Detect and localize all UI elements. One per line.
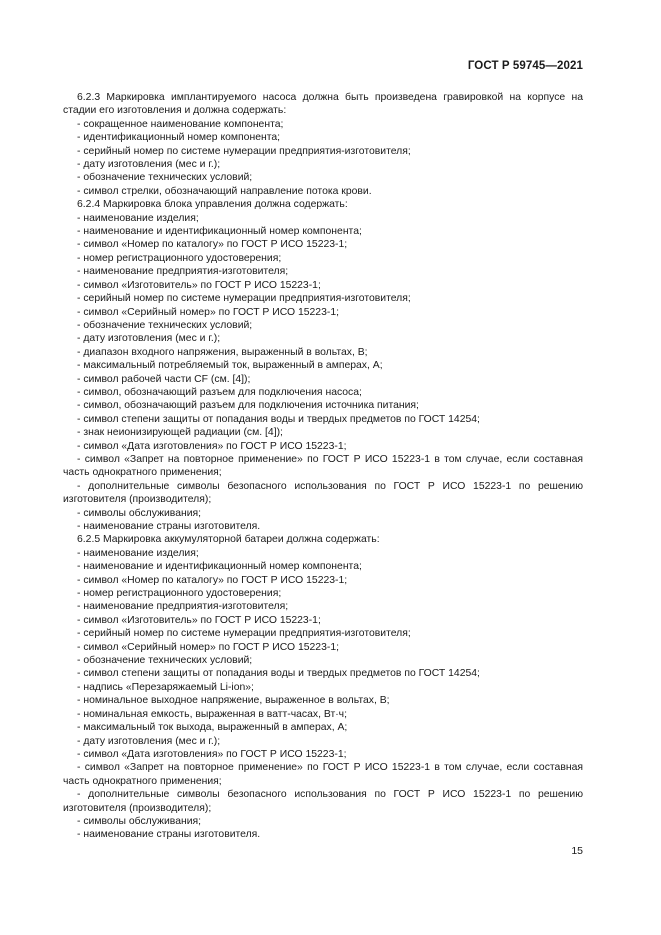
list-item: - символ рабочей части CF (см. [4]); (77, 373, 251, 385)
list-item: - наименование и идентификационный номер компонента; (77, 226, 362, 238)
list-item: - наименование изделия; (77, 212, 199, 224)
list-item: - дату изготовления (мес и г.); (77, 333, 221, 345)
section-6-2-3-intro: 6.2.3 Маркировка имплантируемого насоса должна быть произведена гравировкой на корпусе на стадии его изготовления и должна содержать: (63, 92, 583, 117)
standard-code-header: ГОСТ Р 59745—2021 (467, 60, 583, 72)
list-item: - символ степени защиты от попадания воды и твердых предметов по ГОСТ 14254; (77, 413, 480, 425)
list-item: - максимальный потребляемый ток, выраженный в амперах, А; (77, 360, 383, 372)
list-item: - диапазон входного напряжения, выраженный в вольтах, В; (77, 346, 368, 358)
list-item: - символ «Запрет на повторное применение» по ГОСТ Р ИСО 15223-1 в том случае, если составная часть однократного применения; (63, 453, 583, 479)
list-item: - символ «Номер по каталогу» по ГОСТ Р ИСО 15223-1; (77, 239, 348, 251)
list-item: - символы обслуживания; (77, 815, 202, 827)
list-item: - номинальное выходное напряжение, выраженное в вольтах, В; (77, 695, 390, 707)
list-item: - дату изготовления (мес и г.); (77, 735, 221, 747)
document-body (63, 91, 583, 842)
list-item: - символ «Изготовитель» по ГОСТ Р ИСО 15223-1; (77, 279, 321, 291)
list-item: - символ степени защиты от попадания воды и твердых предметов по ГОСТ 14254; (77, 668, 480, 680)
section-6-2-5-intro: 6.2.5 Маркировка аккумуляторной батареи должна содержать: (77, 534, 380, 546)
list-item: - символ «Серийный номер» по ГОСТ Р ИСО 15223-1; (77, 641, 339, 653)
list-item: - идентификационный номер компонента; (77, 132, 281, 144)
list-item: - наименование страны изготовителя. (77, 521, 261, 532)
list-item: - символ «Дата изготовления» по ГОСТ Р ИСО 15223-1; (77, 440, 347, 452)
list-item: - наименование и идентификационный номер компонента; (77, 561, 362, 573)
list-item: - дополнительные символы безопасного использования по ГОСТ Р ИСО 15223-1 по решению изготовителя (производителя); (63, 480, 583, 506)
list-item: - номер регистрационного удостоверения; (77, 588, 282, 600)
page-number: 15 (571, 845, 583, 857)
list-item: - обозначение технических условий; (77, 319, 253, 331)
list-item: - символ, обозначающий разъем для подключения источника питания; (77, 400, 419, 412)
list-item: - символ, обозначающий разъем для подключения насоса; (77, 386, 362, 398)
list-item: - дату изготовления (мес и г.); (77, 159, 221, 171)
list-item: - наименование предприятия-изготовителя; (77, 266, 289, 278)
section-6-2-4-intro: 6.2.4 Маркировка блока управления должна содержать: (77, 199, 348, 211)
list-item: - обозначение технических условий; (77, 172, 253, 184)
list-item: - символ «Изготовитель» по ГОСТ Р ИСО 15223-1; (77, 614, 321, 626)
list-item: - серийный номер по системе нумерации предприятия-изготовителя; (77, 293, 411, 305)
list-item: - символы обслуживания; (77, 507, 202, 519)
list-item: - символ «Серийный номер» по ГОСТ Р ИСО 15223-1; (77, 306, 339, 318)
list-item: - символ «Номер по каталогу» по ГОСТ Р ИСО 15223-1; (77, 574, 348, 586)
list-item: - номер регистрационного удостоверения; (77, 252, 282, 264)
list-item: - наименование предприятия-изготовителя; (77, 601, 289, 613)
list-item: - знак неионизирующей радиации (см. [4]); (77, 427, 283, 439)
list-item: - обозначение технических условий; (77, 655, 253, 667)
list-item: - дополнительные символы безопасного использования по ГОСТ Р ИСО 15223-1 по решению изготовителя (производителя); (63, 789, 583, 814)
list-item: - символ «Запрет на повторное применение» по ГОСТ Р ИСО 15223-1 в том случае, если составная часть однократного применения; (63, 762, 583, 787)
list-item: - максимальный ток выхода, выраженный в амперах, А; (77, 722, 348, 734)
list-item: - наименование изделия; (77, 547, 199, 559)
list-item: - наименование страны изготовителя. (77, 829, 261, 841)
list-item: - символ «Дата изготовления» по ГОСТ Р ИСО 15223-1; (77, 748, 347, 760)
list-item: - серийный номер по системе нумерации предприятия-изготовителя; (77, 628, 411, 640)
list-item: - надпись «Перезаряжаемый Li-ion»; (77, 681, 254, 693)
list-item: - сокращенное наименование компонента; (77, 118, 284, 130)
list-item: - номинальная емкость, выраженная в ватт-часах, Вт·ч; (77, 708, 347, 720)
list-item: - серийный номер по системе нумерации предприятия-изготовителя; (77, 145, 411, 157)
list-item: - символ стрелки, обозначающий направление потока крови. (77, 185, 372, 197)
